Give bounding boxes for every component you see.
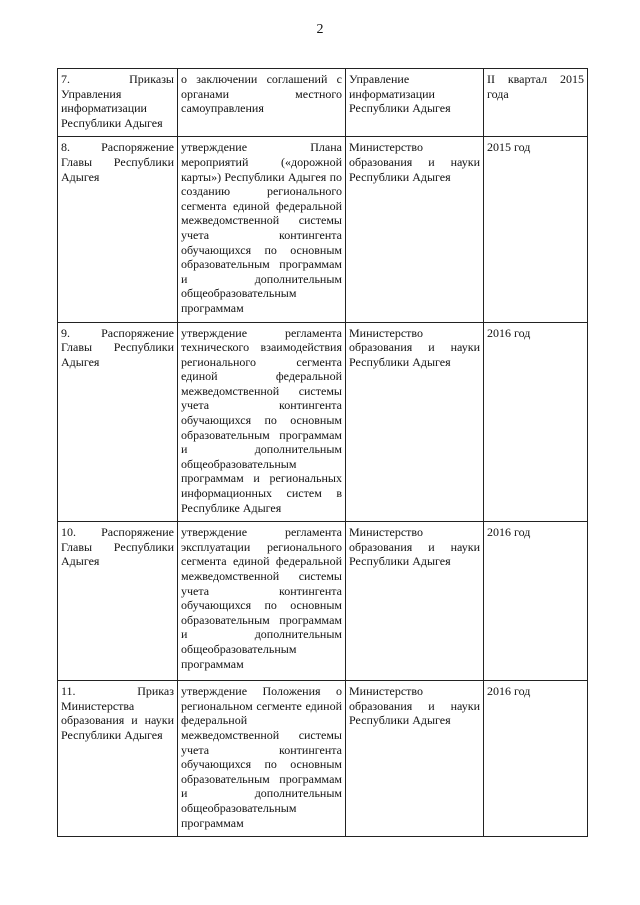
table-row — [58, 322, 588, 522]
subject-cell: утверждение Плана мероприятий («дорожной карты») Республики Адыгея по созданию регионального сегмента единой федеральной межведомственной системы учета контингента обучающихся по основным образовательным программам и дополнительным общеобразовательным программам — [178, 137, 346, 322]
legal-act-cell: 9. Распоряжение Главы Республики Адыгея — [58, 322, 178, 522]
page-number: 2 — [316, 22, 324, 37]
responsible-cell: Министерство образования и науки Республики Адыгея — [346, 137, 484, 322]
table-row — [58, 137, 588, 322]
table-row — [58, 681, 588, 837]
period-cell: 2015 год — [484, 137, 588, 322]
period-cell: 2016 год — [484, 681, 588, 837]
legal-act-cell: 7. Приказы Управления информатизации Республики Адыгея — [58, 69, 178, 137]
legal-act-cell: 11. Приказ Министерства образования и науки Республики Адыгея — [58, 681, 178, 837]
subject-cell: о заключении соглашений с органами местного самоуправления — [178, 69, 346, 137]
subject-cell: утверждение Положения о региональном сегменте единой федеральной межведомственной системы учета контингента обучающихся по основным образовательным программам и дополнительным общеобразовательным программам — [178, 681, 346, 837]
responsible-cell: Министерство образования и науки Республики Адыгея — [346, 322, 484, 522]
table-row — [58, 69, 588, 137]
legal-act-cell: 8. Распоряжение Главы Республики Адыгея — [58, 137, 178, 322]
responsible-cell: Министерство образования и науки Республики Адыгея — [346, 522, 484, 681]
table-row — [58, 522, 588, 681]
subject-cell: утверждение регламента эксплуатации регионального сегмента единой федеральной межведомственной системы учета контингента обучающихся по основным образовательным программам и дополнительным общеобразовательным программам — [178, 522, 346, 681]
subject-cell: утверждение регламента технического взаимодействия регионального сегмента единой федеральной межведомственной системы учета контингента обучающихся по основным образовательным программам и дополнительным общеобразовательным программам и региональных информационных систем в Республике Адыгея — [178, 322, 346, 522]
document-table — [57, 68, 588, 837]
responsible-cell: Министерство образования и науки Республики Адыгея — [346, 681, 484, 837]
period-cell: II квартал 2015 года — [484, 69, 588, 137]
legal-act-cell: 10. Распоряжение Главы Республики Адыгея — [58, 522, 178, 681]
period-cell: 2016 год — [484, 522, 588, 681]
responsible-cell: Управление информатизации Республики Адыгея — [346, 69, 484, 137]
period-cell: 2016 год — [484, 322, 588, 522]
